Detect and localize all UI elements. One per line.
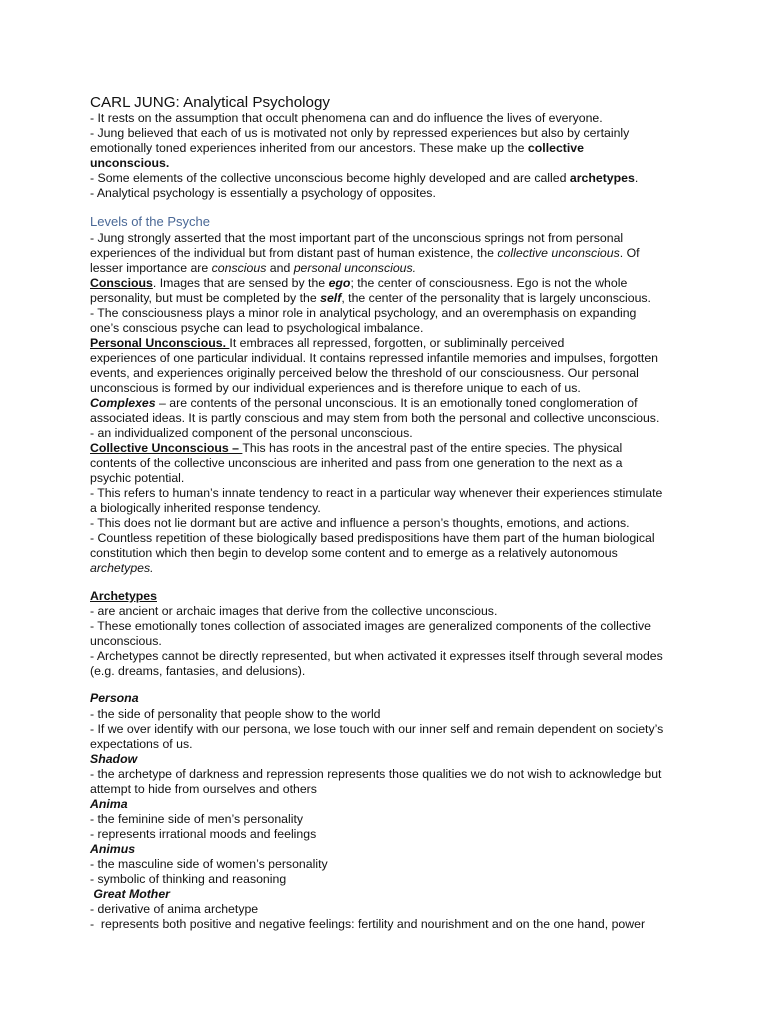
text: – are contents of the personal unconscious. It is an emotionally toned conglomeration of [155, 396, 638, 410]
body-line [90, 441, 622, 456]
term: collective unconscious [497, 246, 620, 260]
body-line: one’s conscious psyche can lead to psychological imbalance. [90, 321, 424, 335]
term: personal unconscious. [293, 261, 417, 275]
body-line [90, 261, 416, 276]
body-line: unconscious is formed by our individual experiences and is therefore unique to each of us. [90, 381, 581, 395]
term-self: self [320, 291, 342, 305]
body-line: - are ancient or archaic images that derive from the collective unconscious. [90, 604, 498, 618]
body-line: - Countless repetition of these biologically based predispositions have them part of the human biological [90, 531, 655, 545]
body-line: - This refers to human’s innate tendency to react in a particular way whenever their experiences stimulate [90, 486, 663, 500]
body-line: - This does not lie dormant but are active and influence a person’s thoughts, emotions, and actions. [90, 516, 630, 530]
intro-line: - Analytical psychology is essentially a psychology of opposites. [90, 186, 436, 200]
text: This has roots in the ancestral past of the entire species. The physical [242, 441, 623, 455]
text: . Of [619, 246, 640, 260]
text: It embraces all repressed, forgotten, or subliminally perceived [229, 336, 565, 350]
text: . [634, 171, 639, 185]
body-line: - the archetype of darkness and repression represents those qualities we do not wish to acknowledge but [90, 767, 662, 781]
term: conscious [211, 261, 267, 275]
body-line: - These emotionally tones collection of associated images are generalized components of the collective [90, 619, 651, 633]
body-line [90, 276, 627, 291]
body-line: - the feminine side of men’s personality [90, 812, 304, 826]
body-line: attempt to hide from ourselves and others [90, 782, 317, 796]
body-line: associated ideas. It is partly conscious and may stem from both the personal and collective unconscious. [90, 411, 660, 425]
body-line: a biologically inherited response tendency. [90, 501, 321, 515]
body-line: constitution which then begin to develop some content and to emerge as a relatively autonomous [90, 546, 618, 560]
term-ego: ego [328, 276, 351, 290]
text: experiences of the individual but from distant past of human existence, the [90, 246, 498, 260]
body-line: - Jung strongly asserted that the most important part of the unconscious springs not from personal [90, 231, 624, 245]
term-conscious: Conscious [90, 276, 153, 290]
text: - Some elements of the collective unconscious become highly developed and are called [90, 171, 570, 185]
section-heading-anima: Anima [90, 797, 128, 811]
term-collective: collective [527, 141, 584, 155]
body-line: (e.g. dreams, fantasies, and delusions). [90, 664, 306, 678]
body-line: - an individualized component of the personal unconscious. [90, 426, 413, 440]
body-line: contents of the collective unconscious are inherited and pass from one generation to the next as a [90, 456, 623, 470]
body-line [90, 396, 638, 411]
term-archetypes: archetypes [569, 171, 635, 185]
body-line: events, and experiences originally perceived below the threshold of our consciousness. Our personal [90, 366, 639, 380]
body-line: - derivative of anima archetype [90, 902, 259, 916]
intro-line: - Jung believed that each of us is motivated not only by repressed experiences but also by certainly [90, 126, 630, 140]
text: personality, but must be completed by the [90, 291, 321, 305]
term-personal-unconscious: Personal Unconscious. [90, 336, 230, 350]
text: emotionally toned experiences inherited from our ancestors. These make up the [90, 141, 528, 155]
section-heading-animus: Animus [90, 842, 136, 856]
intro-line [90, 141, 584, 156]
term-collective-unconscious: Collective Unconscious – [90, 441, 243, 455]
text: lesser importance are [90, 261, 212, 275]
intro-line: - It rests on the assumption that occult phenomena can and do influence the lives of everyone. [90, 111, 603, 125]
text: ; the center of consciousness. Ego is not the whole [350, 276, 628, 290]
text: , the center of the personality that is largely unconscious. [341, 291, 651, 305]
body-line [90, 291, 651, 306]
body-line: archetypes. [90, 561, 154, 575]
section-heading-archetypes: Archetypes [90, 589, 157, 603]
body-line: - the masculine side of women’s personality [90, 857, 328, 871]
body-line: expectations of us. [90, 737, 193, 751]
text: and [266, 261, 294, 275]
section-heading-persona: Persona [90, 691, 139, 705]
body-line: - If we over identify with our persona, we lose touch with our inner self and remain dependent on society’s [90, 722, 664, 736]
body-line [90, 246, 640, 261]
body-line: unconscious. [90, 634, 162, 648]
intro-line [90, 171, 638, 186]
body-line: - represents both positive and negative feelings: fertility and nourishment and on the one hand, power [90, 917, 646, 931]
term-complexes: Complexes [90, 396, 156, 410]
text: . Images that are sensed by the [152, 276, 329, 290]
body-line: - represents irrational moods and feelings [90, 827, 317, 841]
body-line: - The consciousness plays a minor role in analytical psychology, and an overemphasis on expanding [90, 306, 637, 320]
body-line: experiences of one particular individual. It contains repressed infantile memories and impulses, forgotten [90, 351, 659, 365]
body-line: - the side of personality that people show to the world [90, 707, 381, 721]
body-line: - Archetypes cannot be directly represented, but when activated it expresses itself through several modes [90, 649, 663, 663]
term-unconscious: unconscious. [90, 156, 170, 170]
section-heading-great-mother: Great Mother [90, 887, 170, 901]
section-heading-levels: Levels of the Psyche [90, 214, 210, 229]
section-heading-shadow: Shadow [90, 752, 138, 766]
body-line [90, 336, 564, 351]
body-line: psychic potential. [90, 471, 185, 485]
body-line: - symbolic of thinking and reasoning [90, 872, 287, 886]
page-title: CARL JUNG: Analytical Psychology [90, 94, 330, 111]
